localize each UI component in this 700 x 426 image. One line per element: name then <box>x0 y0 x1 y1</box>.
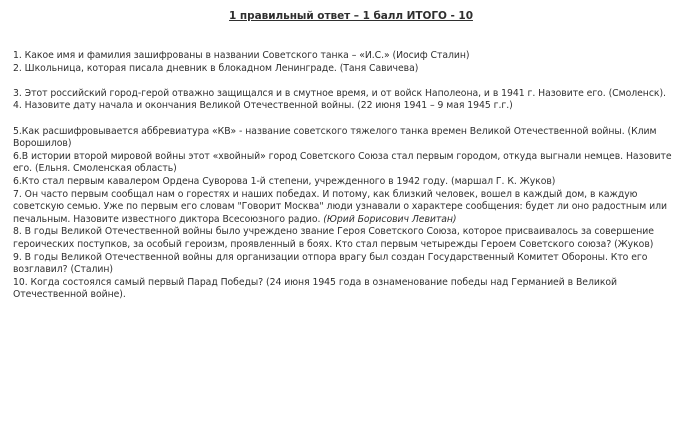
question-6: 6.В истории второй мировой войны этот «хвойный» город Советского Союза стал первым городом, откуда выгнали немцев. Назовите его. (Ельня. Смоленская область) <box>13 150 672 175</box>
question-2: 2. Школьница, которая писала дневник в блокадном Ленинграде. (Таня Савичева) <box>13 62 419 74</box>
question-5: 5.Как расшифровывается аббревиатура «КВ» - название советского тяжелого танка времен Великой Отечественной войны. (Клим Ворошилов) <box>13 125 657 150</box>
question-7 <box>13 189 689 227</box>
question-10 <box>13 277 689 302</box>
question-1: 1. Какое имя и фамилия зашифрованы в названии Советского танка – «И.С.» (Иосиф Сталин) <box>13 50 470 61</box>
question-4: 4. Назовите дату начала и окончания Великой Отечественной войны. (22 июня 1941 – 9 мая 1945 г.г.) <box>13 100 513 112</box>
question-7-answer: (Юрий Борисович Левитан) <box>320 213 457 225</box>
question-9: 9. В годы Великой Отечественной войны для организации отпора врагу был создан Государственный Комитет Обороны. Кто его возглавил? (Сталин) <box>13 251 648 276</box>
question-10-answer: (24 июня 1945 года в ознаменование победы над Германией в Великой Отечественной войне). <box>13 276 618 301</box>
question-6b: 6.Кто стал первым кавалером Ордена Суворова 1-й степени, учрежденного в 1942 году. (маршал Г. К. Жуков) <box>13 175 556 187</box>
document-body <box>13 10 689 302</box>
question-10-text: 10. Когда состоялся самый первый Парад Победы? <box>13 276 264 288</box>
question-3: 3. Этот российский город-герой отважно защищался и в смутное время, и от войск Наполеона, и в 1941 г. Назовите его. (Смоленск). <box>13 87 666 99</box>
question-group-3 <box>13 126 689 302</box>
spacer <box>13 113 689 126</box>
question-8: 8. В годы Великой Отечественной войны было учреждено звание Героя Советского Союза, которое присваивалось за совершение героических поступков, за особый героизм, проявленный в боях. Кто стал первым четырежды Героем Советского союза? (Жуков) <box>13 226 654 250</box>
question-7-text: 7. Он часто первым сообщал нам о горестях и наших победах. И потому, как близкий человек, вошел в каждый дом, в каждую советскую семью. Уже по первым его словам "Говорит Москва" люди узнавали о характере сообщения: будет ли оно радостным или печальным. Назовите известного диктора Всесоюзного радио. <box>13 188 667 225</box>
spacer <box>13 75 689 88</box>
question-group-2 <box>13 88 689 113</box>
question-group-1 <box>13 50 689 75</box>
page-title: 1 правильный ответ – 1 балл ИТОГО - 10 <box>229 10 473 22</box>
